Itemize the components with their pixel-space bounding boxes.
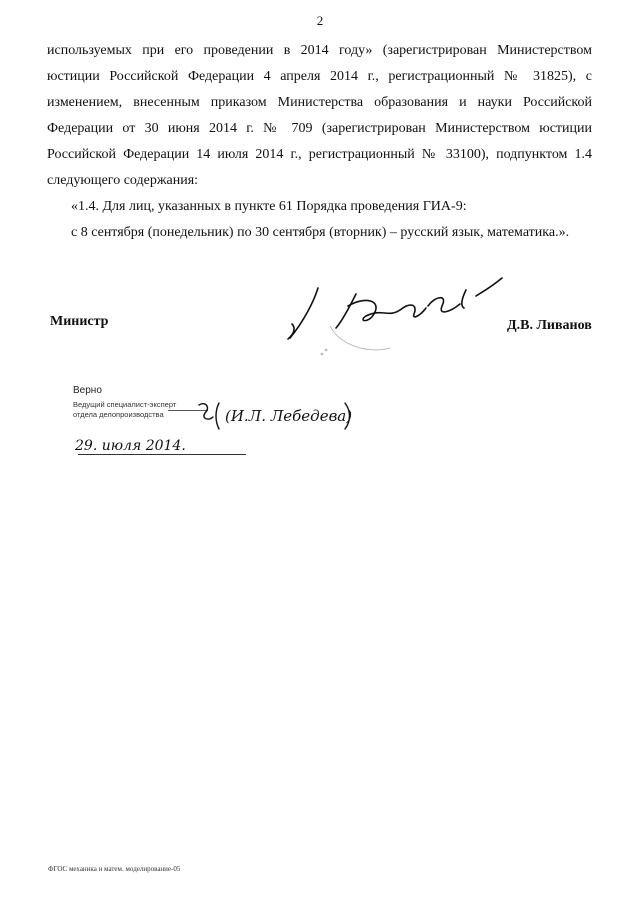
certification-handwritten-date: 29. июля 2014. [75,438,186,454]
paragraph-schedule: с 8 сентября (понедельник) по 30 сентября (вторник) – русский язык, математика.». [71,225,570,240]
position-line-2: отдела делопроизводства [73,410,164,419]
certification-label: Верно [73,385,102,396]
minister-name: Д.В. Ливанов [507,318,592,333]
minister-title: Министр [50,314,109,329]
document-body [47,38,592,246]
certification-position [73,400,176,420]
certification-date-line [78,454,246,455]
certification-date [73,432,253,460]
page-number: 2 [316,13,324,28]
position-line-1: Ведущий специалист-эксперт [73,400,177,409]
certification-signature [195,399,365,435]
minister-signature [270,266,510,356]
footer-file-reference: ФГОС механика и матем. моделирование-05 [48,865,181,873]
certification-block [73,385,176,420]
paragraph-item-1-4: «1.4. Для лиц, указанных в пункте 61 Порядка проведения ГИА-9: [71,199,467,214]
certification-handwritten-name: (И.Л. Лебедева) [225,407,353,425]
paragraph-continuation: используемых при его проведении в 2014 году» (зарегистрирован Министерством юстиции Российской Федерации 4 апреля 2014 г., регистрационный № 31825), с изменением, внесенным приказом Министерства образования и науки Российской Федерации от 30 июня 2014 г. № 709 (зарегистрирован Министерством юстиции Российской Федерации 14 июля 2014 г., регистрационный № 33100), подпунктом 1.4 следующего содержания: [47,43,592,188]
